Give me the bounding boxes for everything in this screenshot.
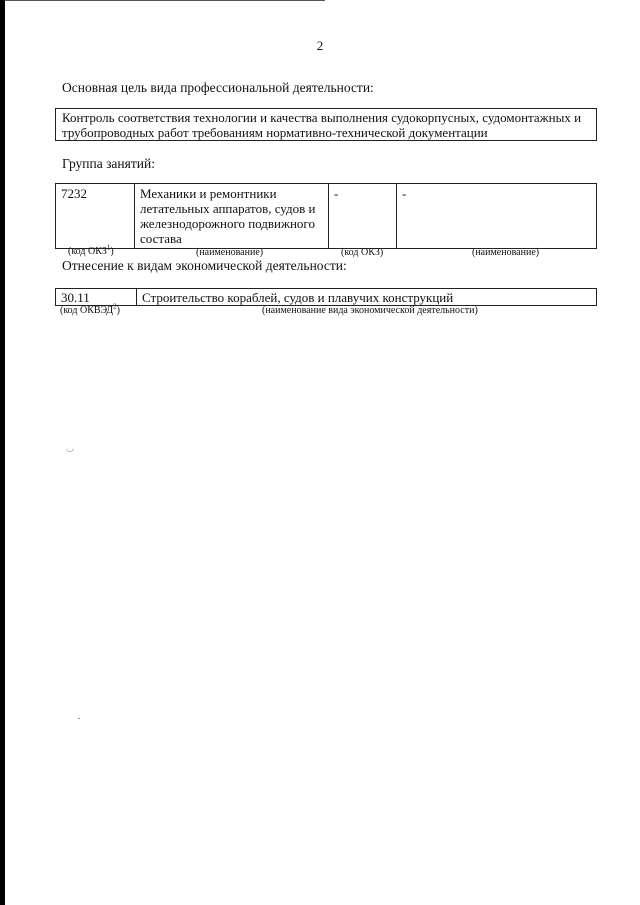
table-row — [56, 184, 597, 249]
activity-name-cell: Строительство кораблей, судов и плавучих конструкций — [137, 289, 597, 306]
occupation-name-cell: Механики и ремонтники летательных аппаратов, судов и железнодорожного подвижного состава — [135, 184, 329, 249]
scan-edge-left — [0, 0, 5, 905]
occupations-heading: Группа занятий: — [62, 156, 155, 171]
scan-mark: ◡ — [66, 443, 74, 453]
purpose-heading: Основная цель вида профессиональной деятельности: — [62, 80, 374, 95]
economic-table — [55, 288, 597, 306]
caption-okved-code-close: ) — [116, 305, 120, 316]
caption-okz-code-2: (код ОКЗ) — [341, 247, 384, 258]
footnote-ref-1: 1 — [106, 243, 111, 252]
caption-okz-code — [68, 243, 114, 257]
caption-okved-code-text: (код ОКВЭД — [60, 305, 114, 316]
caption-name: (наименование) — [196, 247, 264, 258]
occupation-name-cell-2: - — [397, 184, 597, 249]
economic-heading: Отнесение к видам экономической деятельности: — [62, 258, 347, 273]
scan-dot — [78, 718, 80, 719]
page-number: 2 — [316, 38, 324, 53]
caption-okz-code-text: (код ОКЗ — [68, 246, 107, 257]
okz-code-cell-2: - — [329, 184, 397, 249]
table-row — [56, 289, 597, 306]
occupations-table — [55, 183, 597, 249]
purpose-box — [55, 108, 597, 141]
okved-code-cell: 30.11 — [56, 289, 137, 306]
caption-okz-code-close: ) — [110, 246, 114, 257]
caption-okved-code — [60, 302, 120, 316]
okz-code-cell: 7232 — [56, 184, 135, 249]
caption-activity-name: (наименование вида экономической деятельности) — [262, 305, 478, 316]
purpose-text-line1: Контроль соответствия технологии и качества выполнения судокорпусных, судомонтажных и — [62, 110, 582, 125]
footnote-ref-2: 2 — [113, 302, 117, 311]
scan-top-rule — [5, 0, 325, 1]
caption-name-2: (наименование) — [472, 247, 540, 258]
purpose-text-line2: трубопроводных работ требованиям нормативно-технической документации — [62, 125, 488, 140]
